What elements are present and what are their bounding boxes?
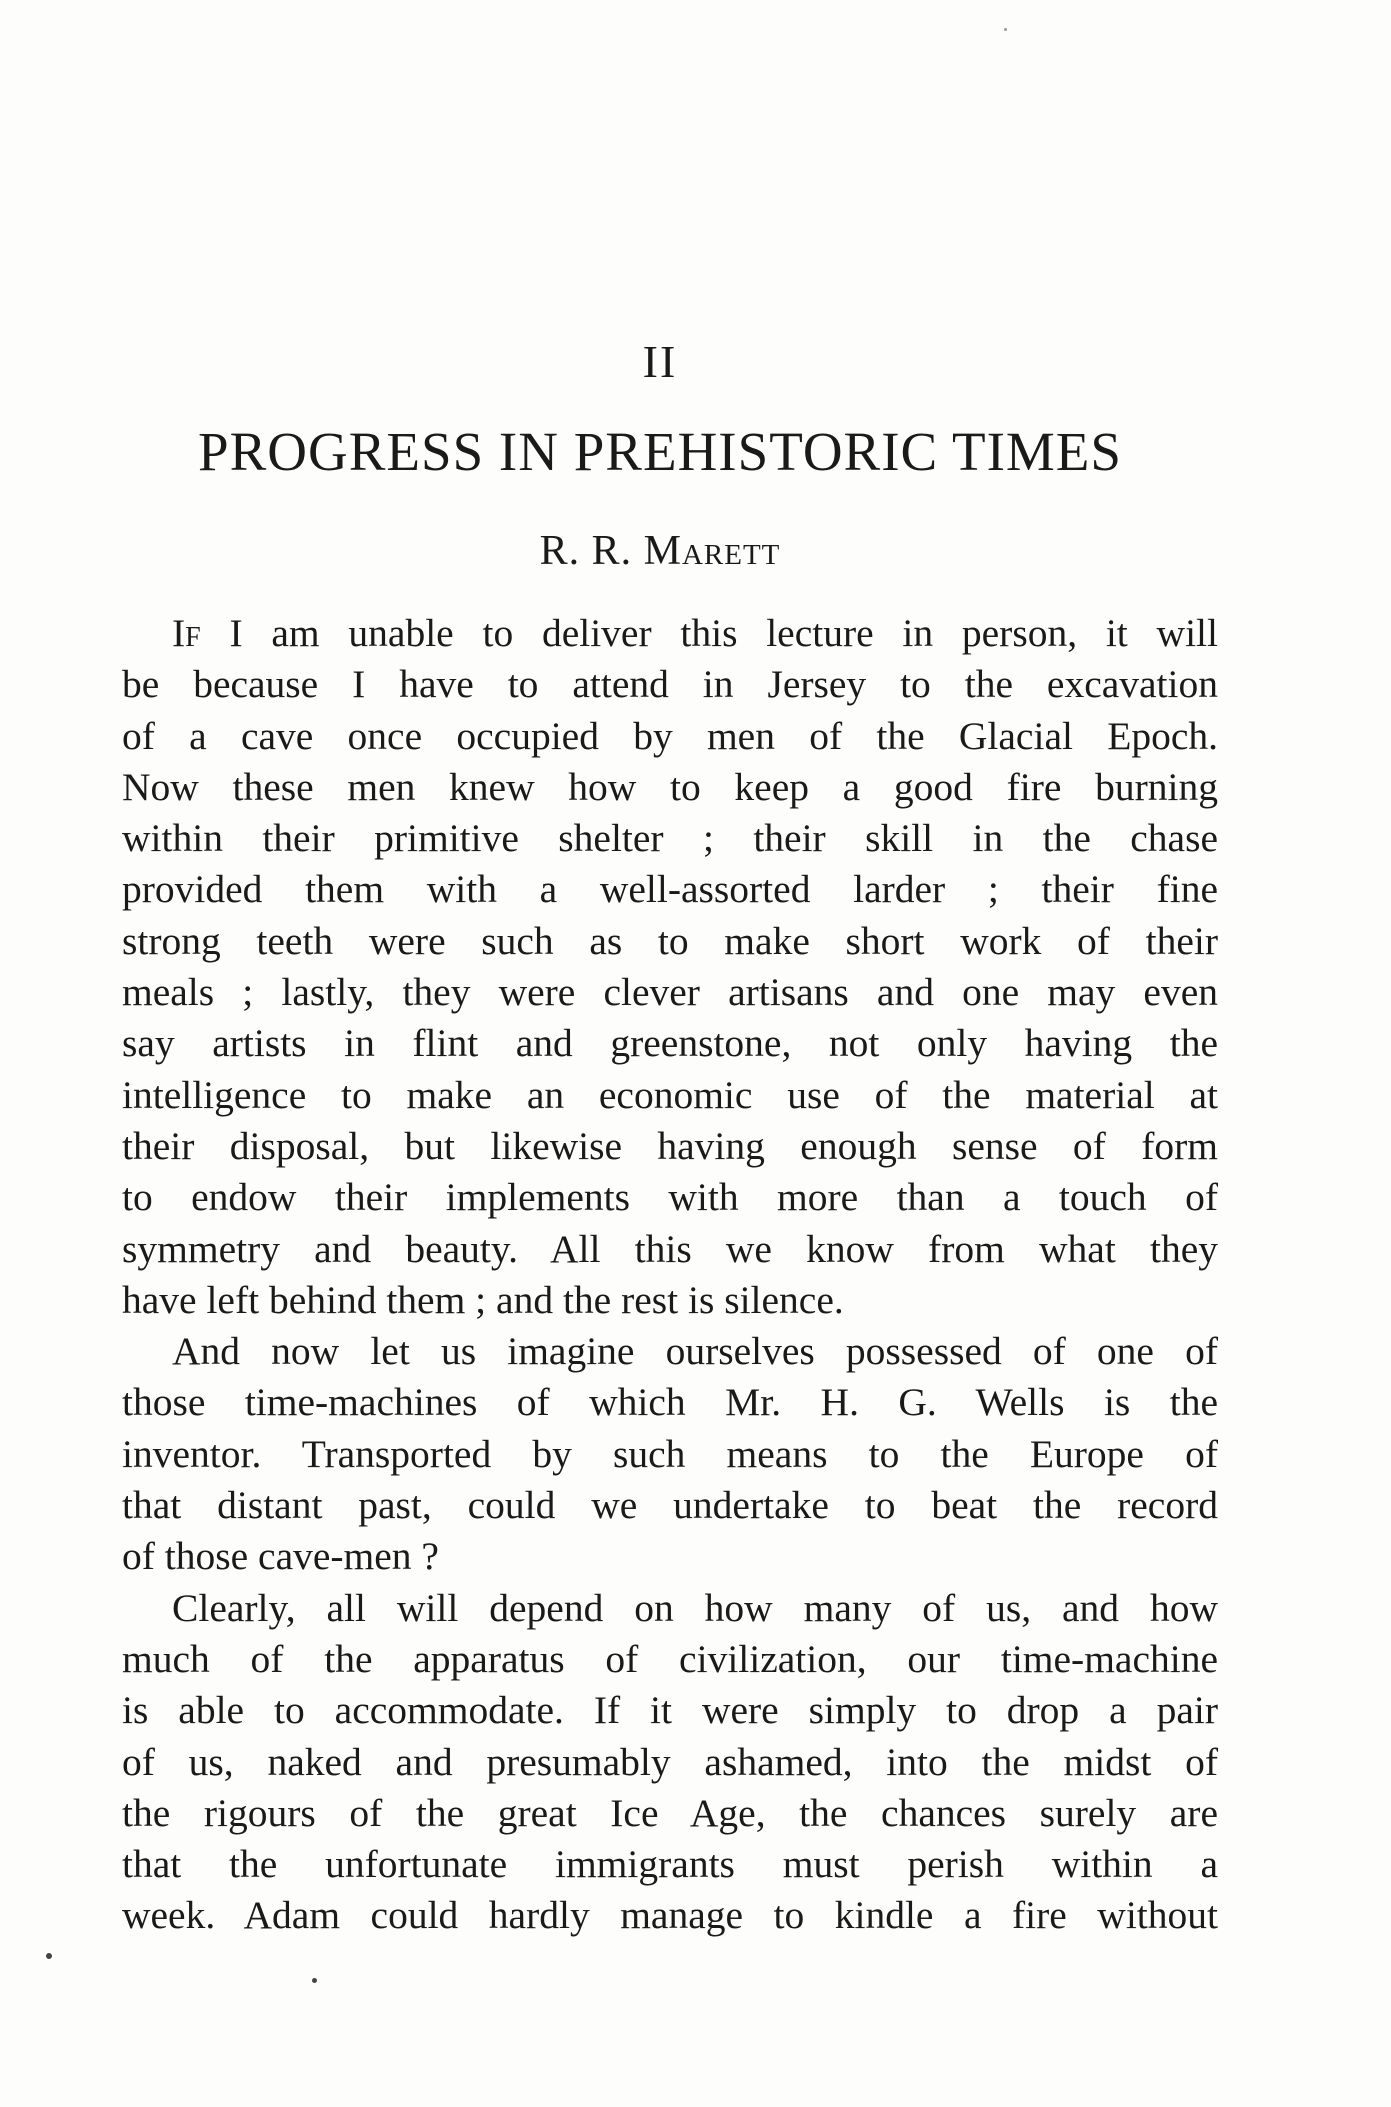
paragraph-1-line: their disposal, but likewise having enough sense of form xyxy=(122,1123,1218,1168)
paragraph-1-lead: If xyxy=(172,611,201,655)
paragraph-1-line: of a cave once occupied by men of the Glacial Epoch. xyxy=(122,713,1218,758)
paragraph-1-line: Now these men knew how to keep a good fire burning xyxy=(122,764,1218,809)
paragraph-2-line: inventor. Transported by such means to the Europe of xyxy=(122,1431,1218,1476)
author-initials: R. R. xyxy=(539,528,633,574)
paragraph-1-line: strong teeth were such as to make short work of their xyxy=(122,918,1218,963)
chapter-number: II xyxy=(642,336,678,387)
paragraph-1-line: say artists in flint and greenstone, not only having the xyxy=(122,1021,1218,1066)
chapter-title: PROGRESS IN PREHISTORIC TIMES xyxy=(198,421,1122,482)
paragraph-2-line: that distant past, could we undertake to beat the record xyxy=(122,1483,1218,1528)
paragraph-1-line: intelligence to make an economic use of the material at xyxy=(122,1072,1218,1117)
chapter-author xyxy=(0,527,1320,575)
paragraph-2-line: of those cave-men ? xyxy=(122,1534,439,1579)
paragraph-2-line: those time-machines of which Mr. H. G. Wells is the xyxy=(122,1380,1218,1425)
scan-speck xyxy=(46,1953,52,1959)
paragraph-2-line: And now let us imagine ourselves possessed of one of xyxy=(172,1329,1218,1374)
paragraph-1-line: be because I have to attend in Jersey to the excavation xyxy=(122,662,1218,707)
paragraph-1-line: provided them with a well-assorted larder ; their fine xyxy=(122,867,1218,912)
chapter-body xyxy=(122,608,1218,1942)
paragraph-1-line: within their primitive shelter ; their skill in the chase xyxy=(122,816,1218,861)
paragraph-1-line: to endow their implements with more than a touch of xyxy=(122,1175,1218,1220)
paragraph-1-line: symmetry and beauty. All this we know from what they xyxy=(122,1226,1218,1271)
paragraph-3-line: Clearly, all will depend on how many of us, and how xyxy=(172,1585,1218,1630)
paragraph-3-line: much of the apparatus of civilization, our time-machine xyxy=(122,1636,1218,1681)
paragraph-1-line: meals ; lastly, they were clever artisans and one may even xyxy=(122,970,1218,1015)
paragraph-3-line: is able to accommodate. If it were simply to drop a pair xyxy=(122,1688,1218,1733)
paragraph-1-line: If I am unable to deliver this lecture in person, it will xyxy=(172,611,1218,655)
paragraph-3-line: that the unfortunate immigrants must perish within a xyxy=(122,1842,1218,1887)
paragraph-1-line: have left behind them ; and the rest is silence. xyxy=(122,1277,844,1322)
scan-speck xyxy=(312,1978,317,1983)
paragraph-3-line: week. Adam could hardly manage to kindle a fire without xyxy=(122,1893,1218,1938)
paragraph-3-line: the rigours of the great Ice Age, the chances surely are xyxy=(122,1790,1218,1835)
author-surname: Marett xyxy=(643,528,781,574)
paragraph-3-line: of us, naked and presumably ashamed, into the midst of xyxy=(122,1739,1218,1784)
scan-speck xyxy=(1004,28,1007,31)
